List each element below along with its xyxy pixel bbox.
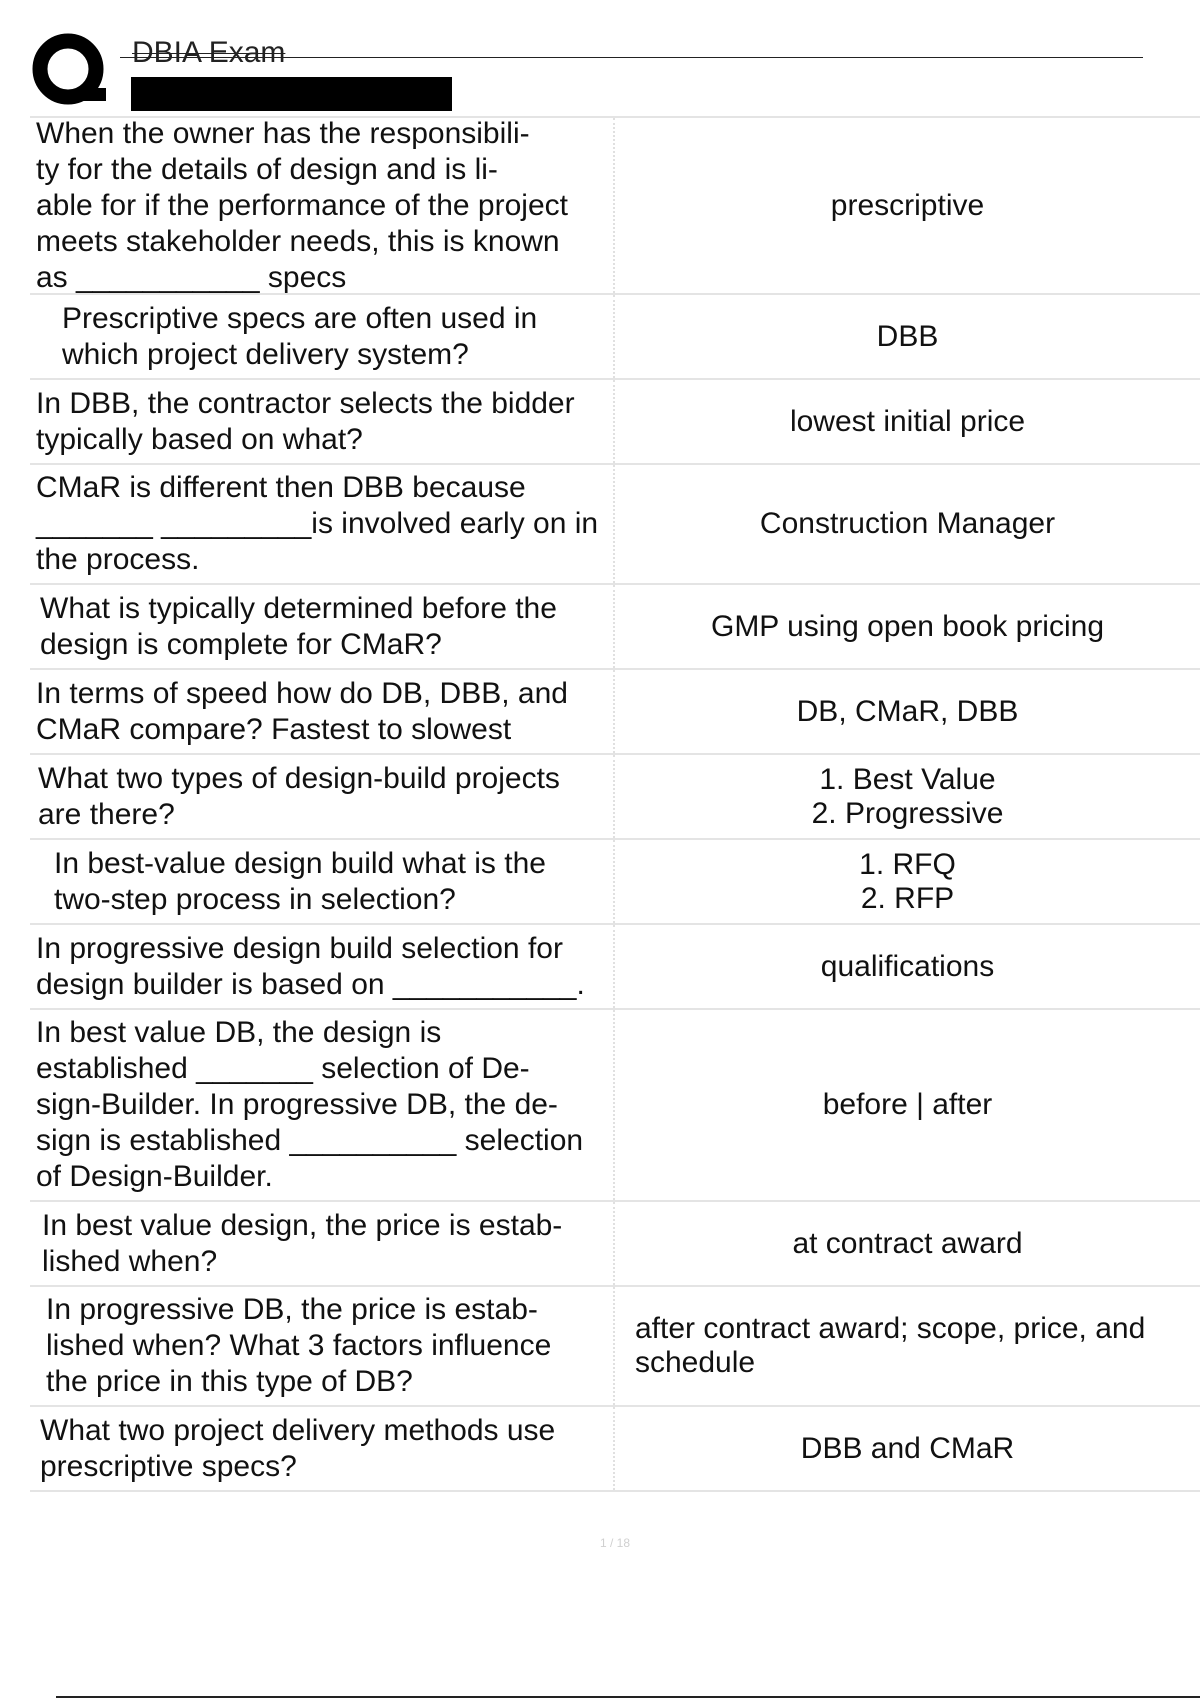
qa-row (30, 295, 1200, 380)
question-cell: When the owner has the responsibili- ty for the details of design and is li- able for if the performance of the project meets stakeholder needs, this is known as ___________ specs (30, 118, 615, 293)
answer-cell: GMP using open book pricing (710, 609, 1105, 643)
answer-cell: DBB (876, 319, 939, 353)
question-cell: What is typically determined before the design is complete for CMaR? (30, 585, 615, 668)
answer-cell: qualifications (820, 949, 995, 983)
qa-row (30, 585, 1200, 670)
answer-cell: 1. Best Value 2. Progressive (811, 762, 1004, 830)
question-cell: In best value design, the price is estab- lished when? (30, 1202, 615, 1285)
document-title: DBIA Exam (132, 36, 286, 69)
page-number: 1 / 18 (600, 1536, 631, 1550)
question-cell: What two types of design-build projects are there? (30, 755, 615, 838)
redaction-bar (131, 77, 452, 111)
qa-table (30, 116, 1200, 1492)
question-cell: In DBB, the contractor selects the bidder typically based on what? (30, 380, 615, 463)
question-cell: In best value DB, the design is established _______ selection of De- sign-Builder. In progressive DB, the de- sign is established __________ selection of Design-Builder. (30, 1010, 615, 1200)
qa-row (30, 118, 1200, 295)
qa-row (30, 1287, 1200, 1407)
question-cell: CMaR is different then DBB because _______ _________is involved early on in the process. (30, 465, 615, 583)
answer-cell: DBB and CMaR (800, 1431, 1015, 1465)
answer-cell: after contract award; scope, price, and schedule (635, 1312, 1146, 1379)
answer-cell: DB, CMaR, DBB (796, 694, 1019, 728)
footer-rule (56, 1696, 1200, 1698)
question-cell: In best-value design build what is the two-step process in selection? (30, 840, 615, 923)
answer-cell: 1. RFQ 2. RFP (859, 847, 956, 915)
answer-cell: lowest initial price (789, 404, 1026, 438)
qa-row (30, 1407, 1200, 1492)
answer-cell: before | after (822, 1088, 993, 1121)
q-logo-icon (30, 30, 110, 110)
header-rule (120, 57, 1143, 58)
qa-row (30, 840, 1200, 925)
qa-row (30, 465, 1200, 585)
question-cell: In progressive DB, the price is estab- lished when? What 3 factors influence the price in this type of DB? (30, 1287, 615, 1405)
question-cell: In terms of speed how do DB, DBB, and CMaR compare? Fastest to slowest (30, 670, 615, 753)
question-cell: What two project delivery methods use prescriptive specs? (30, 1407, 615, 1490)
answer-cell: at contract award (792, 1226, 1023, 1260)
qa-row (30, 380, 1200, 465)
answer-cell: prescriptive (830, 188, 985, 222)
qa-row (30, 755, 1200, 840)
qa-row (30, 1010, 1200, 1202)
question-cell: In progressive design build selection for design builder is based on ___________. (30, 925, 615, 1008)
answer-cell: Construction Manager (759, 507, 1056, 540)
qa-row (30, 670, 1200, 755)
qa-row (30, 925, 1200, 1010)
question-cell: Prescriptive specs are often used in which project delivery system? (30, 295, 615, 378)
qa-row (30, 1202, 1200, 1287)
